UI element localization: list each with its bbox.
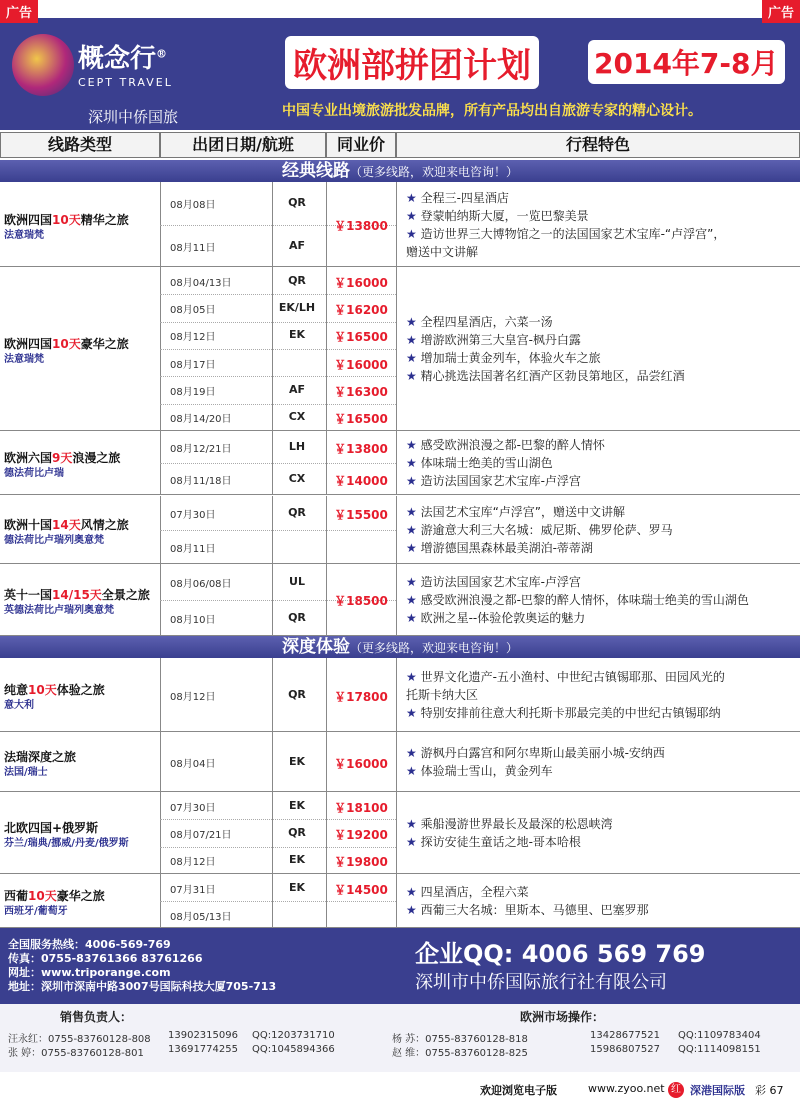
route-countries: 西班牙/葡萄牙 [4, 906, 68, 917]
price: ￥16200 [334, 303, 388, 317]
sales-right-1-phone: 赵 维：0755-83760128-825 [392, 1048, 528, 1059]
sales-right-head: 欧洲市场操作： [520, 1010, 605, 1024]
website-link[interactable]: 网址：www.triporange.com [8, 966, 171, 979]
route-feature: ★ 特别安排前往意大利托斯卡那最完美的中世纪古镇锡耶纳 [406, 704, 721, 721]
departure-date: 08月11日 [170, 242, 216, 254]
col-header-features: 行程特色 [396, 132, 800, 158]
column-divider [396, 496, 397, 563]
section-deep: 深度体验（更多线路，欢迎来电咨询！） [0, 636, 800, 658]
company-name: 深圳市中侨国际旅行社有限公司 [415, 972, 667, 993]
flight-code: QR [288, 688, 306, 701]
flight-code: EK [288, 328, 306, 342]
route-feature: ★ 感受欧洲浪漫之都-巴黎的醉人情怀，体味瑞士绝美的雪山湖色 [406, 591, 749, 608]
flight-code: EK [288, 798, 306, 812]
logo-cn: 概念行® [78, 44, 168, 74]
route-feature: ★ 乘船漫游世界最长及最深的松恩峡湾 [406, 815, 613, 832]
price: ￥16500 [334, 330, 388, 345]
column-divider [396, 732, 397, 791]
sales-right-1-mobile: 15986807527 [590, 1044, 660, 1055]
row-divider [160, 294, 396, 295]
page-date: 2014年7-8月 [588, 40, 785, 84]
route-name: 纯意10天体验之旅 [4, 683, 105, 697]
departure-date: 07月30日 [170, 510, 216, 521]
price: ￥17800 [334, 690, 388, 704]
route-feature: ★ 造访世界三大博物馆之一的法国国家艺术宝库-“卢浮宫”， [406, 225, 725, 242]
sales-left-1-qq: QQ:1045894366 [252, 1044, 335, 1055]
sales-right-1-qq: QQ:1114098151 [678, 1044, 761, 1055]
hotline: 全国服务热线：4006-569-769 [8, 938, 171, 951]
departure-date: 08月05/13日 [170, 911, 232, 923]
route-block [0, 792, 800, 874]
page-title: 欧洲部拼团计划 [285, 36, 539, 89]
section-classic: 经典线路（更多线路，欢迎来电咨询！） [0, 160, 800, 182]
departure-date: 07月30日 [170, 802, 216, 814]
flight-code: QR [288, 611, 306, 624]
footer [0, 928, 800, 1004]
column-divider [160, 658, 161, 731]
route-countries: 法意瑞梵 [4, 229, 44, 241]
departure-date: 08月11日 [170, 544, 216, 555]
sales-right-0-qq: QQ:1109783404 [678, 1030, 761, 1041]
route-name: 欧洲四国10天精华之旅 [4, 212, 129, 227]
route-block [0, 732, 800, 792]
departure-date: 08月12日 [170, 332, 216, 344]
header-banner [0, 18, 800, 130]
route-block [0, 658, 800, 732]
departure-date: 08月11/18日 [170, 476, 232, 487]
route-feature: ★ 法国艺术宝库“卢浮宫”，赠送中文讲解 [406, 503, 625, 520]
price: ￥16000 [334, 357, 388, 372]
route-block [0, 431, 800, 495]
route-feature: ★ 增加瑞士黄金列车，体验火车之旅 [406, 349, 601, 366]
price: ￥13800 [334, 218, 388, 233]
sales-left-0-phone: 汪永红：0755-83760128-808 [8, 1034, 151, 1045]
route-feature: ★ 全程四星酒店，六菜一汤 [406, 313, 553, 330]
flight-code: EK [288, 880, 306, 894]
route-name: 北欧四国+俄罗斯 [4, 821, 99, 835]
col-header-route: 线路类型 [0, 132, 160, 158]
price: ￥14000 [334, 474, 388, 488]
route-block [0, 564, 800, 636]
flight-code: AF [288, 383, 306, 396]
route-countries: 德法荷比卢瑞 [4, 468, 64, 479]
column-divider [396, 874, 397, 927]
agency-name: 深圳中侨国旅 [88, 108, 179, 126]
route-countries: 芬兰/瑞典/挪威/丹麦/俄罗斯 [4, 838, 129, 849]
route-name: 西葡10天豪华之旅 [4, 889, 105, 903]
route-feature: ★ 体验瑞士雪山，黄金列车 [406, 762, 553, 779]
logo-mark-icon [12, 34, 74, 96]
sales-left-0-qq: QQ:1203731710 [252, 1030, 335, 1041]
flight-code: CX [288, 410, 306, 424]
route-name: 法瑞深度之旅 [4, 750, 77, 764]
flight-code: QR [288, 826, 306, 839]
red-badge-icon: 红 [668, 1082, 684, 1098]
route-name: 欧洲六国9天浪漫之旅 [4, 451, 121, 465]
route-block [0, 267, 800, 431]
route-feature: ★ 精心挑选法国著名红酒产区勃艮第地区，品尝红酒 [406, 367, 685, 384]
route-countries: 法意瑞梵 [4, 354, 44, 365]
sales-left-head: 销售负责人： [60, 1010, 133, 1024]
departure-date: 08月14/20日 [170, 414, 232, 426]
departure-date: 08月10日 [170, 615, 216, 626]
departure-date: 08月04/13日 [170, 277, 232, 289]
price: ￥15500 [334, 508, 388, 522]
row-divider [160, 349, 396, 350]
row-divider [160, 322, 396, 323]
route-countries: 法国/瑞士 [4, 767, 48, 778]
column-divider [396, 182, 397, 266]
departure-date: 08月17日 [170, 359, 216, 371]
column-divider [396, 267, 397, 430]
departure-date: 08月19日 [170, 387, 216, 398]
route-feature: ★ 全程三-四星酒店 [406, 189, 509, 206]
sales-left-1-mobile: 13691774255 [168, 1044, 238, 1055]
row-divider [160, 404, 396, 405]
flight-code: UL [289, 575, 305, 588]
brand-label: 深港国际版 [690, 1084, 745, 1097]
flight-code: AF [288, 238, 306, 252]
route-countries: 英德法荷比卢瑞列奥意梵 [4, 605, 114, 616]
route-feature: ★ 感受欧洲浪漫之都-巴黎的醉人情怀 [406, 436, 605, 453]
price: ￥16000 [334, 275, 388, 290]
price: ￥13800 [334, 442, 388, 456]
fax: 传真：0755-83761366 83761266 [8, 952, 203, 965]
route-feature: ★ 登蒙帕纳斯大厦，一览巴黎美景 [406, 207, 589, 224]
bottom-bar [0, 1080, 800, 1100]
price: ￥18100 [334, 800, 388, 815]
price: ￥18500 [334, 594, 388, 608]
sales-left-1-phone: 张 婷：0755-83760128-801 [8, 1048, 144, 1059]
route-feature: ★ 欧洲之星--体验伦敦奥运的魅力 [406, 609, 585, 626]
departure-date: 07月31日 [170, 884, 216, 896]
route-name: 英十一国14/15天全景之旅 [4, 588, 150, 602]
route-feature: ★ 体味瑞士绝美的雪山湖色 [406, 454, 553, 471]
sales-left-0-mobile: 13902315096 [168, 1030, 238, 1041]
row-divider [160, 901, 396, 902]
column-divider [396, 792, 397, 873]
price: ￥16300 [334, 385, 388, 399]
price: ￥19800 [334, 855, 388, 870]
column-divider [396, 564, 397, 635]
route-feature: ★ 造访法国国家艺术宝库-卢浮宫 [406, 472, 581, 489]
column-divider [160, 792, 161, 873]
price: ￥16500 [334, 412, 388, 427]
route-countries: 意大利 [4, 700, 34, 711]
col-header-date: 出团日期/航班 [160, 132, 326, 158]
bottom-url[interactable]: www.zyoo.net [588, 1082, 665, 1095]
flight-code: EK/LH [278, 301, 316, 314]
route-feature: ★ 世界文化遗产-五小渔村、中世纪古镇锡耶那、田园风光的 [406, 668, 725, 685]
page-number: 彩 67 [755, 1084, 784, 1097]
ad-label-left: 广告 [0, 0, 38, 23]
route-feature: ★ 探访安徒生童话之地-哥本哈根 [406, 833, 581, 850]
route-block [0, 182, 800, 267]
address: 地址：深圳市深南中路3007号国际科技大厦705-713 [8, 980, 277, 993]
route-feature: ★ 游枫丹白露宫和阿尔卑斯山最美丽小城-安纳西 [406, 744, 665, 761]
departure-date: 08月07/21日 [170, 830, 232, 841]
route-block [0, 496, 800, 564]
route-feature: ★ 增游德国黑森林最美湖泊-蒂蒂湖 [406, 539, 593, 556]
ad-label-right: 广告 [762, 0, 800, 23]
sales-right-0-mobile: 13428677521 [590, 1030, 660, 1041]
route-feature: 托斯卡纳大区 [406, 688, 479, 702]
column-divider [396, 431, 397, 494]
route-name: 欧洲四国10天豪华之旅 [4, 337, 129, 351]
flight-code: EK [288, 853, 306, 867]
flight-code: CX [288, 472, 306, 485]
flight-code: QR [288, 506, 306, 519]
flight-code: LH [288, 440, 306, 453]
row-divider [160, 819, 396, 820]
route-feature: ★ 游逾意大利三大名城：威尼斯、佛罗伦萨、罗马 [406, 521, 673, 538]
tagline: 中国专业出境旅游批发品牌，所有产品均出自旅游专家的精心设计。 [282, 103, 702, 119]
route-feature: ★ 西葡三大名城：里斯本、马德里、巴塞罗那 [406, 901, 649, 918]
sales-right-0-phone: 杨 苏：0755-83760128-818 [392, 1034, 528, 1045]
route-feature: ★ 造访法国国家艺术宝库-卢浮宫 [406, 573, 581, 590]
departure-date: 08月12/21日 [170, 444, 232, 455]
logo-en: CEPT TRAVEL [78, 76, 173, 89]
price: ￥16000 [334, 757, 388, 771]
company-qq: 企业QQ: 4006 569 769 [415, 940, 706, 968]
route-feature: ★ 四星酒店，全程六菜 [406, 883, 529, 900]
departure-date: 08月05日 [170, 305, 216, 316]
col-header-price: 同业价 [326, 132, 396, 158]
price: ￥19200 [334, 828, 388, 842]
departure-date: 08月06/08日 [170, 579, 232, 590]
route-name: 欧洲十国14天风情之旅 [4, 518, 129, 532]
column-divider [396, 658, 397, 731]
row-divider [160, 463, 396, 464]
route-feature: ★ 增游欧洲第三大皇宫-枫丹白露 [406, 331, 581, 348]
route-block [0, 874, 800, 928]
flight-code: QR [288, 273, 306, 287]
flight-code: EK [288, 755, 306, 768]
price: ￥14500 [334, 882, 388, 897]
column-divider [160, 732, 161, 791]
route-feature: 赠送中文讲解 [406, 244, 479, 259]
departure-date: 08月04日 [170, 759, 216, 770]
route-countries: 德法荷比卢瑞列奥意梵 [4, 535, 104, 546]
row-divider [160, 530, 396, 531]
logo [8, 28, 218, 128]
departure-date: 08月08日 [170, 200, 216, 212]
sales-contacts [0, 1004, 800, 1072]
departure-date: 08月12日 [170, 857, 216, 869]
flight-code: QR [288, 196, 306, 210]
row-divider [160, 376, 396, 377]
departure-date: 08月12日 [170, 692, 216, 703]
row-divider [160, 847, 396, 848]
bottom-label: 欢迎浏览电子版 [480, 1084, 557, 1097]
